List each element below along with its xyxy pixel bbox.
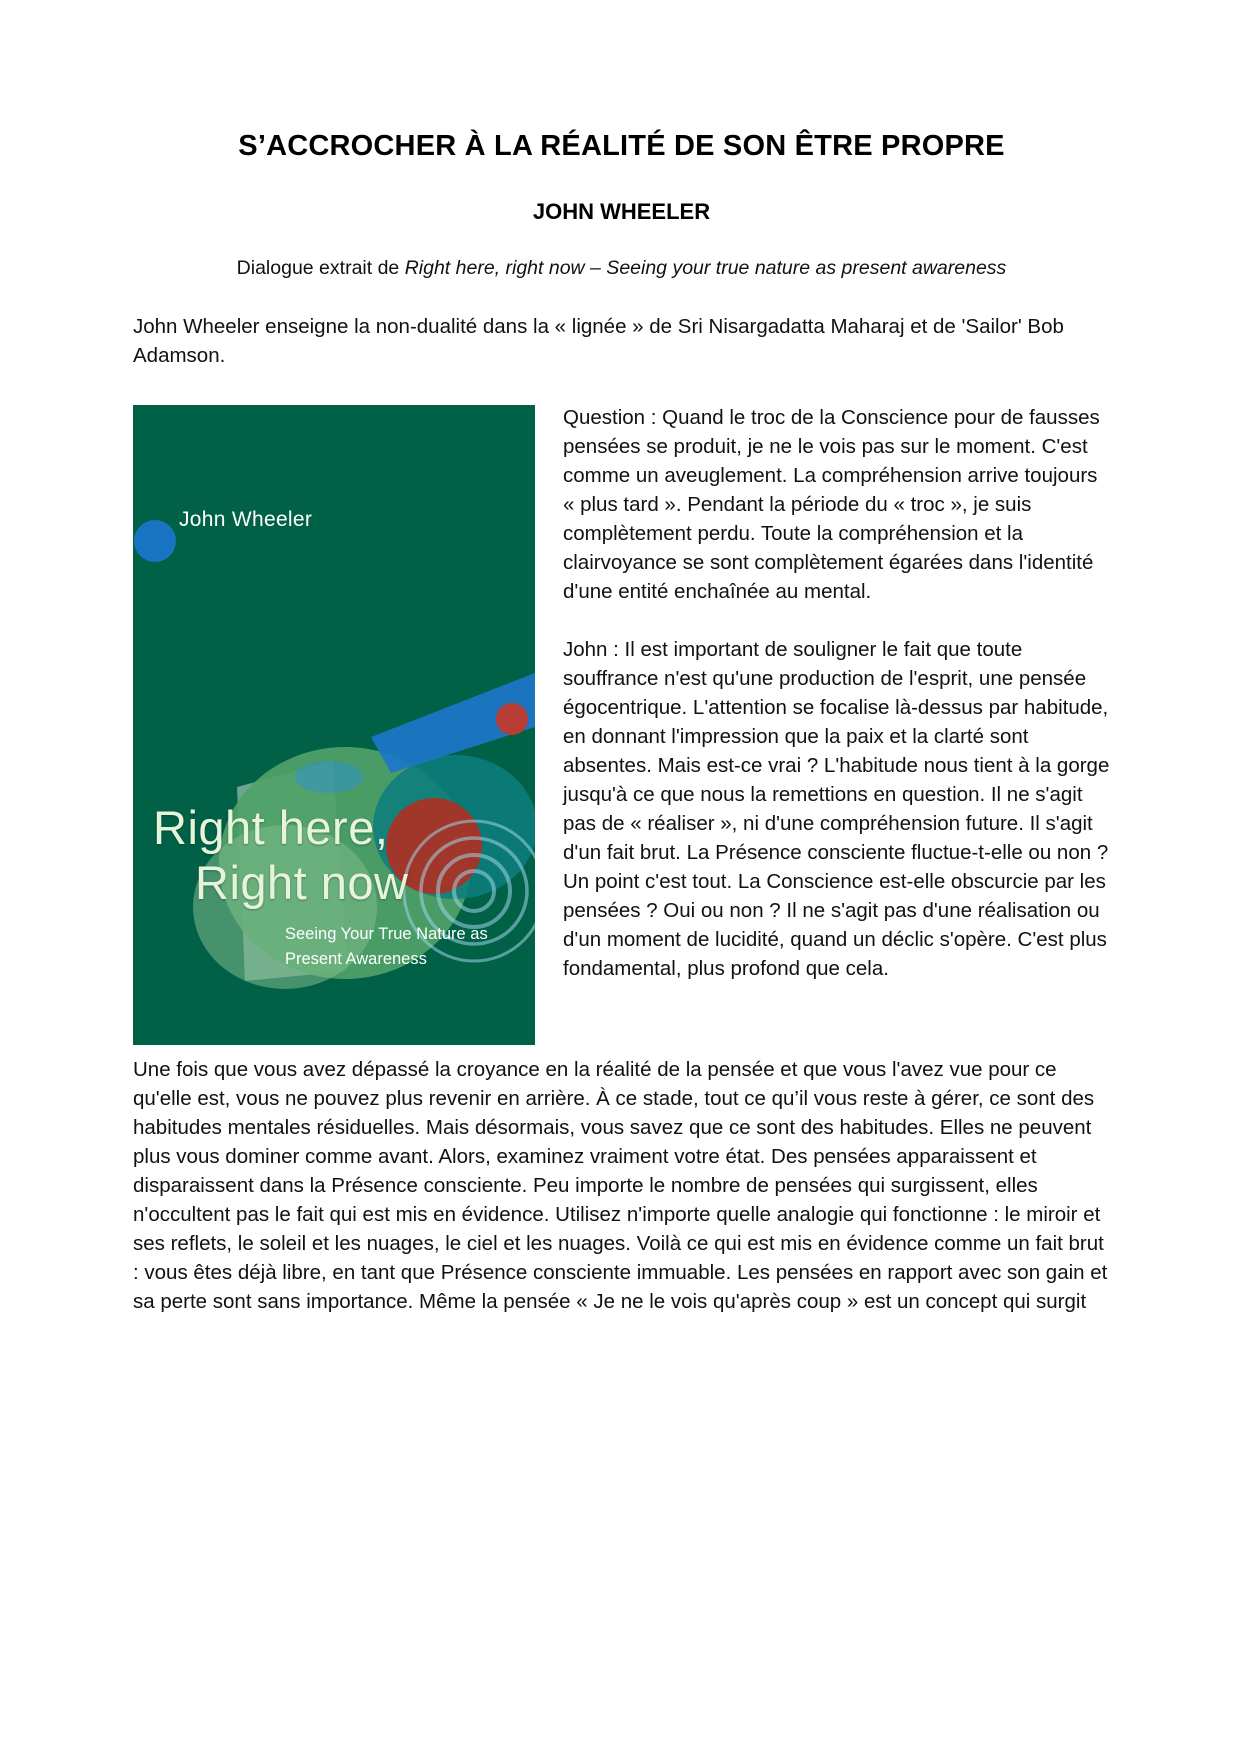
- article-body: [133, 403, 1110, 1316]
- page-title: S’ACCROCHER À LA RÉALITÉ DE SON ÊTRE PROPRE: [238, 130, 1005, 162]
- cover-subtitle-line1: Seeing Your True Nature as: [285, 925, 488, 943]
- book-cover-image: [133, 405, 535, 1045]
- author-heading: JOHN WHEELER: [532, 199, 711, 224]
- source-line: [133, 257, 1110, 280]
- source-book-title: Right here, right now – Seeing your true nature as present awareness: [404, 257, 1007, 279]
- cover-author-name: John Wheeler: [179, 508, 313, 531]
- question-paragraph: Question : Quand le troc de la Conscience pour de fausses pensées se produit, je ne le vois pas sur le moment. C'est comme un aveuglement. La compréhension arrive toujours « plus tard ». Pendant la période du « troc », je suis complètement perdu. Toute la compréhension et la clairvoyance se sont complètement égarées dans l'identité d'une entité enchaînée au mental.: [563, 406, 1100, 603]
- cover-title: [153, 801, 409, 911]
- cover-title-line2: Right now: [195, 855, 409, 909]
- cover-title-line1: Right here,: [153, 801, 389, 854]
- john-answer-paragraph: John : Il est important de souligner le fait que toute souffrance n'est qu'une production de l'esprit, une pensée égocentrique. L'attention se focalise là-dessus par habitude, en donnant l'impression que la paix et la clarté sont absentes. Mais est-ce vrai ? L'habitude nous tient à la gorge jusqu'à ce que nous la remettions en question. Il ne s'agit pas de « réaliser », ni d'une compréhension future. Il s'agit d'un fait brut. La Présence consciente fluctue-t-elle ou non ? Un point c'est tout. La Conscience est-elle obscurcie par les pensées ? Oui ou non ? Il ne s'agit pas d'une réalisation ou d'un moment de lucidité, quand un déclic s'opère. C'est plus fondamental, plus profond que cela.: [563, 638, 1110, 980]
- cover-subtitle: [285, 922, 488, 972]
- closing-paragraph: Une fois que vous avez dépassé la croyance en la réalité de la pensée et que vous l'avez vue pour ce qu'elle est, vous ne pouvez plus revenir en arrière. À ce stade, tout ce qu’il vous reste à gérer, ce sont des habitudes mentales résiduelles. Mais désormais, vous savez que ce sont des habitudes. Elles ne peuvent plus vous dominer comme avant. Alors, examinez vraiment votre état. Des pensées apparaissent et disparaissent dans la Présence consciente. Peu importe le nombre de pensées qui surgissent, elles n'occultent pas le fait qui est mis en évidence. Utilisez n'importe quelle analogie qui fonctionne : le miroir et ses reflets, le soleil et les nuages, le ciel et les nuages. Voilà ce qui est mis en évidence comme un fait brut : vous êtes déjà libre, en tant que Présence consciente immuable. Les pensées en rapport avec son gain et sa perte sont sans importance. Même la pensée « Je ne le vois qu'après coup » est un concept qui surgit: [133, 1058, 1108, 1313]
- intro-paragraph: John Wheeler enseigne la non-dualité dans la « lignée » de Sri Nisargadatta Maharaj et de 'Sailor' Bob Adamson.: [133, 315, 1064, 367]
- cover-blue-dot: [134, 520, 176, 562]
- source-prefix: Dialogue extrait de: [236, 257, 405, 279]
- cover-subtitle-line2: Present Awareness: [285, 949, 427, 968]
